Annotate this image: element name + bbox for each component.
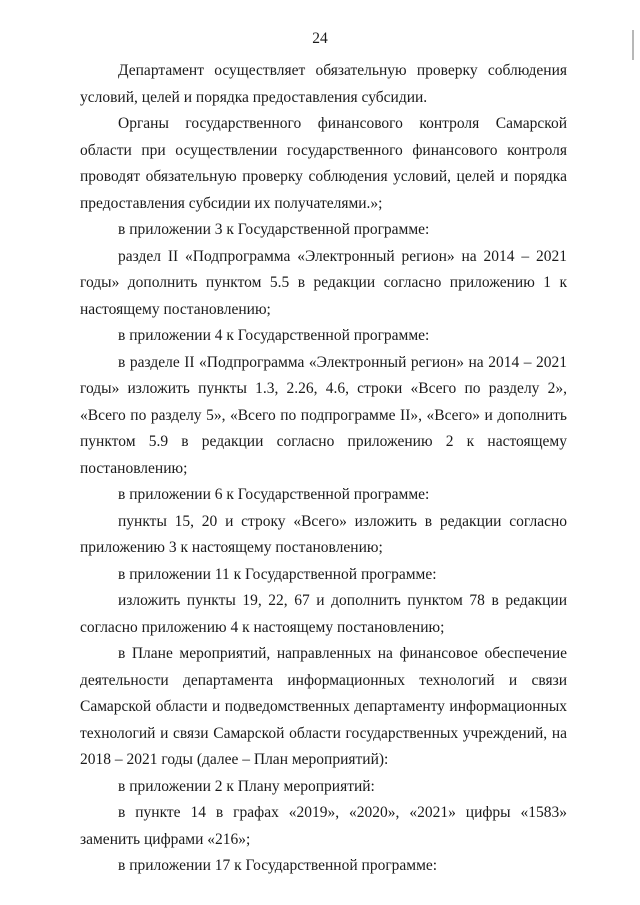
paragraph-section-ii-items: в разделе II «Подпрограмма «Электронный регион» на 2014 – 2021 годы» изложить пункты 1.3, 2.26, 4.6, строки «Всего по разделу 2», «Всего по разделу 5», «Всего по подпрограмме II», «Всего» и дополнить пунктом 5.9 в редакции согласно приложению 2 к настоящему постановлению; bbox=[80, 353, 567, 477]
page-number: 24 bbox=[312, 30, 328, 47]
paragraph-section-ii-add: раздел II «Подпрограмма «Электронный регион» на 2014 – 2021 годы» дополнить пунктом 5.5 в редакции согласно приложению 1 к настоящему постановлению; bbox=[80, 247, 567, 318]
paragraph-appendix-3: в приложении 3 к Государственной программе: bbox=[118, 221, 430, 238]
paragraph-item-14: в пункте 14 в графах «2019», «2020», «2021» цифры «1583» заменить цифрами «216»; bbox=[80, 804, 567, 848]
paragraph-appendix-11: в приложении 11 к Государственной программе: bbox=[118, 565, 437, 583]
document-body bbox=[80, 58, 567, 880]
paragraph-plan-appendix-2: в приложении 2 к Плану мероприятий: bbox=[118, 777, 375, 795]
paragraph-action-plan: в Плане мероприятий, направленных на финансовое обеспечение деятельности департамента информационных технологий и связи Самарской области и подведомственных департаменту информационных технологий и связи Самарской области государственных учреждений, на 2018 – 2021 годы (далее – План мероприятий): bbox=[80, 645, 567, 768]
paragraph-control-bodies: Органы государственного финансового контроля Самарской области при осуществлении государственного финансового контроля проводят обязательную проверку соблюдения условий, целей и порядка предоставления субсидии их получателями.»; bbox=[80, 115, 567, 212]
paragraph-department-check: Департамент осуществляет обязательную проверку соблюдения условий, целей и порядка предоставления субсидии. bbox=[80, 62, 567, 106]
paragraph-items-19-22-67: изложить пункты 19, 22, 67 и дополнить пунктом 78 в редакции согласно приложению 4 к настоящему постановлению; bbox=[80, 592, 567, 636]
paragraph-items-15-20: пункты 15, 20 и строку «Всего» изложить в редакции согласно приложению 3 к настоящему постановлению; bbox=[80, 512, 567, 556]
paragraph-appendix-17: в приложении 17 к Государственной программе: bbox=[118, 857, 438, 874]
paragraph-appendix-4: в приложении 4 к Государственной программе: bbox=[118, 327, 430, 344]
paragraph-appendix-6: в приложении 6 к Государственной программе: bbox=[118, 486, 430, 503]
